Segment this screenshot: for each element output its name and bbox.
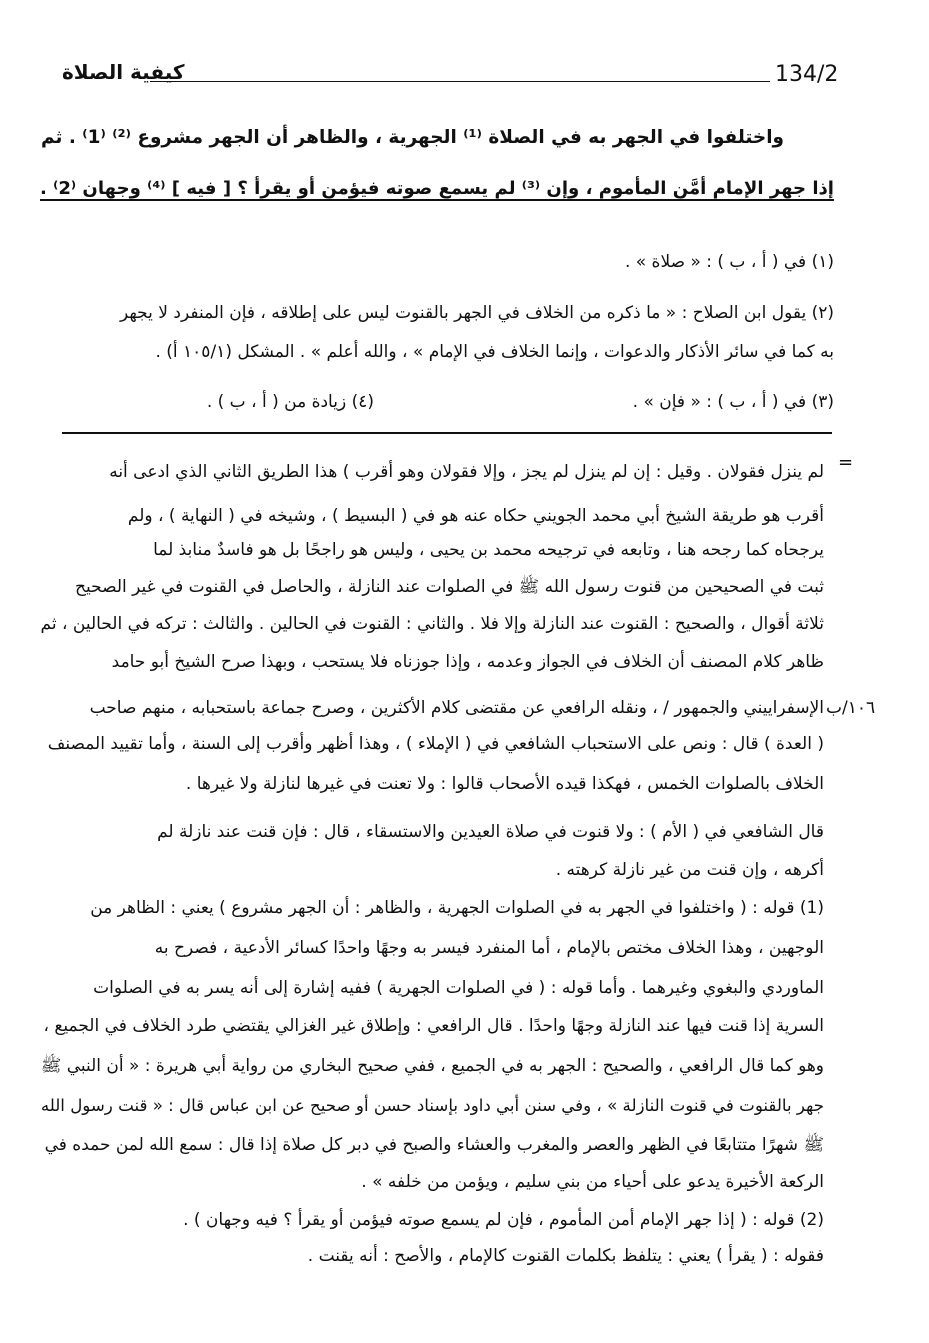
footnote-separator [62, 432, 832, 434]
commentary-line: السرية إذا قنت فيها عند النازلة وجهًا واحدًا . قال الرافعي : وإطلاق غير الغزالي يقتضي طرد الخلاف في الجميع ، [43, 1016, 824, 1036]
header-rule [150, 81, 770, 82]
commentary-line: الإسفراييني والجمهور / ، ونقله الرافعي عن مقتضى كلام الأكثرين ، وصرح جماعة باستحبابه ، منهم صاحب [89, 698, 824, 718]
commentary-line: الوجهين ، وهذا الخلاف مختص بالإمام ، أما المنفرد فيسر به وجهًا واحدًا كسائر الأدعية ، فصرح به [154, 938, 824, 958]
page-number: 134/2 [775, 62, 839, 87]
commentary-line: أكرهه ، وإن قنت من غير نازلة كرهته . [555, 860, 824, 880]
running-title: كيفية الصلاة [62, 60, 185, 84]
footnote: (٤) زيادة من ( أ ، ب ) . [206, 392, 374, 412]
commentary-line: الماوردي والبغوي وغيرهما . وأما قوله : ( في الصلوات الجهرية ) ففيه إشارة إلى أنه يسر به في الصلوات [93, 978, 824, 998]
commentary-line: لم ينزل فقولان . وقيل : إن لم ينزل لم يجز ، وإلا فقولان وهو أقرب ) هذا الطريق الثاني الذي ادعى أنه [109, 462, 824, 482]
footnote: (١) في ( أ ، ب ) : « صلاة » . [624, 252, 834, 272]
footnote: به كما في سائر الأذكار والدعوات ، وإنما الخلاف في الإمام » ، والله أعلم » . المشكل (١٠٥/١ أ) . [155, 342, 834, 362]
commentary-line: ثلاثة أقوال ، والصحيح : القنوت عند النازلة وإلا فلا . والثاني : القنوت في الحالين . والثالث : تركه في الحالين ، ثم [40, 614, 824, 634]
commentary-line: يرجحاه كما رجحه هنا ، وتابعه في ترجيحه محمد بن يحيى ، وليس هو راجحًا بل هو فاسدٌ منابذ لما [153, 540, 824, 560]
commentary-line: جهر بالقنوت في قنوت النازلة » ، وفي سنن أبي داود بإسناد حسن أو صحيح عن ابن عباس قال : « قنت رسول الله [40, 1096, 824, 1115]
manuscript-folio-note: ١٠٦/ب [826, 698, 876, 718]
main-text-line: إذا جهر الإمام أمَّن المأموم ، وإن ⁽³⁾ لم يسمع صوته فيؤمن أو يقرأ ؟ [ فيه ] ⁽⁴⁾ وجهان ⁽2⁾ . [39, 178, 834, 199]
main-text-line: واختلفوا في الجهر به في الصلاة ⁽¹⁾ الجهرية ، والظاهر أن الجهر مشروع ⁽²⁾ ⁽1⁾ . ثم [41, 127, 784, 148]
commentary-line: ﷺ شهرًا متتابعًا في الظهر والعصر والمغرب والعشاء والصبح في دبر كل صلاة إذا قال : سمع الله لمن حمده في [44, 1135, 824, 1155]
continuation-marker: = [838, 452, 854, 473]
commentary-line: ( العدة ) قال : ونص على الاستحباب الشافعي في ( الإملاء ) ، وهذا أظهر وأقرب إلى السنة ، وأما تقييد المصنف [47, 734, 824, 754]
commentary-line: أقرب هو طريقة الشيخ أبي محمد الجويني حكاه عنه هو في ( البسيط ) ، وشيخه في ( النهاية ) ، ولم [127, 506, 824, 526]
commentary-line: قال الشافعي في ( الأم ) : ولا قنوت في صلاة العيدين والاستسقاء ، قال : فإن قنت عند نازلة لم [157, 822, 824, 842]
commentary-line: الخلاف بالصلوات الخمس ، فهكذا قيده الأصحاب قالوا : ولا تعنت في غيرها لنازلة ولا غيرها . [185, 774, 824, 794]
commentary-line: ثبت في الصحيحين من قنوت رسول الله ﷺ في الصلوات عند النازلة ، والحاصل في القنوت في غير الصحيح [75, 577, 824, 597]
footnote: (٢) يقول ابن الصلاح : « ما ذكره من الخلاف في الجهر بالقنوت ليس على إطلاقه ، فإن المنفرد لا يجهر [119, 303, 834, 323]
commentary-line: فقوله : ( يقرأ ) يعني : يتلفظ بكلمات القنوت كالإمام ، والأصح : أنه يقنت . [307, 1246, 824, 1266]
commentary-line: ظاهر كلام المصنف أن الخلاف في الجواز وعدمه ، وإذا جوزناه فلا يستحب ، وبهذا صرح الشيخ أبو حامد [111, 652, 824, 672]
commentary-line: الركعة الأخيرة يدعو على أحياء من بني سليم ، ويؤمن من خلفه » . [361, 1172, 824, 1192]
commentary-line: (1) قوله : ( واختلفوا في الجهر به في الصلوات الجهرية ، والظاهر : أن الجهر مشروع ) يعني : الظاهر من [90, 898, 824, 918]
commentary-line: (2) قوله : ( إذا جهر الإمام أمن المأموم ، فإن لم يسمع صوته فيؤمن أو يقرأ ؟ فيه وجهان ) . [183, 1210, 824, 1230]
footnote: (٣) في ( أ ، ب ) : « فإن » . [632, 392, 834, 412]
commentary-line: وهو كما قال الرافعي ، والصحيح : الجهر به في الجميع ، ففي صحيح البخاري من رواية أبي هريرة : « أن النبي ﷺ [40, 1056, 824, 1076]
